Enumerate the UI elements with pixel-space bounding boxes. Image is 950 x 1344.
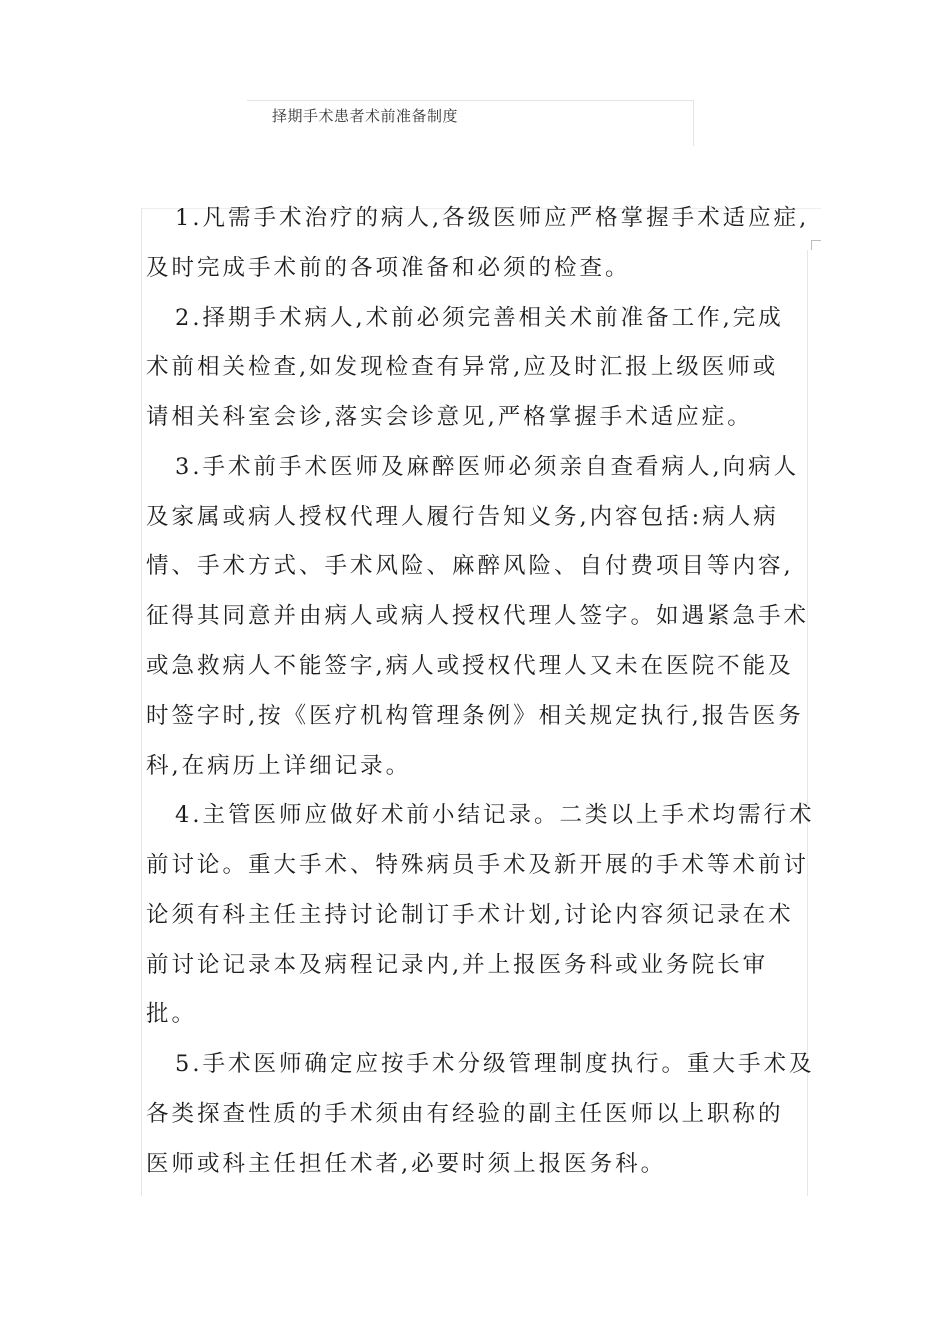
paragraph-5-line-1: 5.手术医师确定应按手术分级管理制度执行。重大手术及	[175, 1051, 815, 1077]
paragraph-1-line-1: 1.凡需手术治疗的病人,各级医师应严格掌握手术适应症,	[175, 205, 810, 231]
paragraph-3-line-1: 3.手术前手术医师及麻醉医师必须亲自查看病人,向病人	[175, 454, 800, 480]
paragraph-1-line-2: 及时完成手术前的各项准备和必须的检查。	[146, 255, 631, 281]
paragraph-3-line-5: 或急救病人不能签字,病人或授权代理人又未在医院不能及	[146, 653, 794, 679]
paragraph-4-line-1: 4.主管医师应做好术前小结记录。二类以上手术均需行术	[175, 802, 815, 828]
paragraph-4-line-2: 前讨论。重大手术、特殊病员手术及新开展的手术等术前讨	[146, 852, 810, 878]
paragraph-3-line-4: 征得其同意并由病人或病人授权代理人签字。如遇紧急手术	[146, 603, 810, 629]
document-header-title: 择期手术患者术前准备制度	[272, 107, 459, 125]
paragraph-3-line-2: 及家属或病人授权代理人履行告知义务,内容包括:病人病	[146, 504, 779, 530]
paragraph-4-line-5: 批。	[146, 1001, 198, 1027]
paragraph-3-line-7: 科,在病历上详细记录。	[146, 753, 412, 779]
paragraph-2-line-2: 术前相关检查,如发现检查有异常,应及时汇报上级医师或	[146, 354, 779, 380]
paragraph-5-line-3: 医师或科主任担任术者,必要时须上报医务科。	[146, 1151, 667, 1177]
crop-corner-mark	[811, 240, 821, 250]
text-frame-left-border	[141, 208, 142, 1196]
paragraph-4-line-3: 论须有科主任主持讨论制订手术计划,讨论内容须记录在术	[146, 902, 794, 928]
paragraph-5-line-2: 各类探查性质的手术须由有经验的副主任医师以上职称的	[146, 1101, 784, 1127]
paragraph-3-line-3: 情、手术方式、手术风险、麻醉风险、自付费项目等内容,	[146, 553, 794, 579]
paragraph-2-line-1: 2.择期手术病人,术前必须完善相关术前准备工作,完成	[175, 305, 784, 331]
paragraph-4-line-4: 前讨论记录本及病程记录内,并上报医务科或业务院长审	[146, 952, 769, 978]
paragraph-3-line-6: 时签字时,按《医疗机构管理条例》相关规定执行,报告医务	[146, 703, 804, 729]
paragraph-2-line-3: 请相关科室会诊,落实会诊意见,严格掌握手术适应症。	[146, 404, 753, 430]
